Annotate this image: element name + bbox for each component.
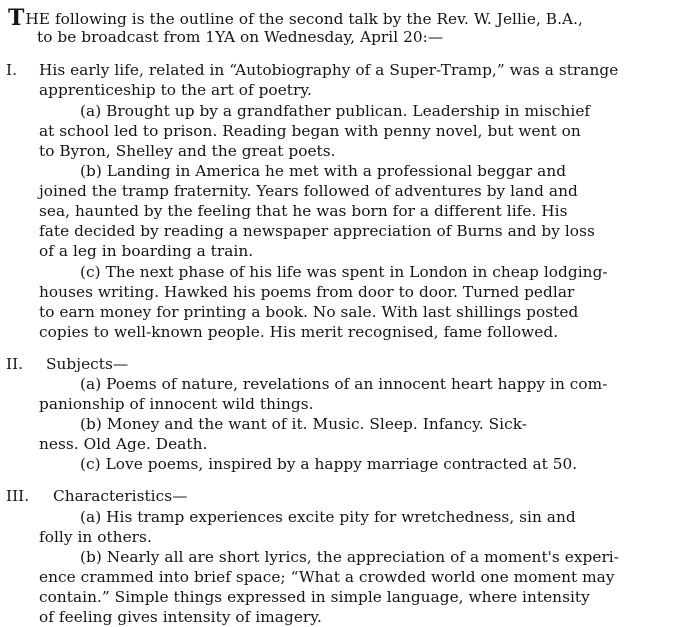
paragraph-line: copies to well-known people. His merit recognised, fame followed. xyxy=(39,323,559,341)
section-ii-heading: II. Subjects— xyxy=(6,355,129,373)
paragraph-line: sea, haunted by the feeling that he was born for a different life. His xyxy=(39,202,568,220)
paragraph-line: (a) Brought up by a grandfather publican. Leadership in mischief xyxy=(80,102,591,120)
section-i-heading-cont: apprenticeship to the art of poetry. xyxy=(39,81,312,99)
paragraph-line: (c) Love poems, inspired by a happy marriage contracted at 50. xyxy=(80,455,578,473)
paragraph-line: (c) The next phase of his life was spent in London in cheap lodging- xyxy=(80,263,608,281)
paragraph-line: (b) Landing in America he met with a professional beggar and xyxy=(80,162,567,180)
paragraph-line: houses writing. Hawked his poems from door to door. Turned pedlar xyxy=(39,283,575,301)
paragraph-line: of a leg in boarding a train. xyxy=(39,242,254,260)
paragraph-line: folly in others. xyxy=(39,528,152,546)
paragraph-line: panionship of innocent wild things. xyxy=(39,395,314,413)
paragraph-line: to Byron, Shelley and the great poets. xyxy=(39,142,336,160)
drop-cap: T xyxy=(8,5,25,31)
paragraph-line: of feeling gives intensity of imagery. xyxy=(39,608,322,626)
paragraph-line: (b) Nearly all are short lyrics, the appreciation of a moment's experi- xyxy=(80,548,619,566)
paragraph-line: ence crammed into brief space; “What a crowded world one moment may xyxy=(39,568,615,586)
paragraph-line: at school led to prison. Reading began with penny novel, but went on xyxy=(39,122,581,140)
section-iii-heading: III. Characteristics— xyxy=(6,487,188,505)
paragraph-line: (a) His tramp experiences excite pity for wretchedness, sin and xyxy=(80,508,576,526)
paragraph-line: (a) Poems of nature, revelations of an innocent heart happy in com- xyxy=(80,375,608,393)
intro-text: HE following is the outline of the second talk by the Rev. W. Jellie, B.A., xyxy=(25,10,583,28)
intro-line-1 xyxy=(8,7,694,29)
paragraph-line: (b) Money and the want of it. Music. Sleep. Infancy. Sick- xyxy=(80,415,527,433)
paragraph-line: to earn money for printing a book. No sale. With last shillings posted xyxy=(39,303,579,321)
section-i-heading: I. His early life, related in “Autobiography of a Super-Tramp,” was a strange xyxy=(6,61,619,79)
paragraph-line: fate decided by reading a newspaper appreciation of Burns and by loss xyxy=(39,222,595,240)
section-numeral: III. xyxy=(6,487,30,505)
section-numeral: I. xyxy=(6,61,18,79)
section-numeral: II. xyxy=(6,355,24,373)
paragraph-line: contain.” Simple things expressed in simple language, where intensity xyxy=(39,588,590,606)
paragraph-line: ness. Old Age. Death. xyxy=(39,435,208,453)
intro-line-2: to be broadcast from 1YA on Wednesday, April 20:— xyxy=(37,28,444,46)
paragraph-line: joined the tramp fraternity. Years followed of adventures by land and xyxy=(39,182,578,200)
